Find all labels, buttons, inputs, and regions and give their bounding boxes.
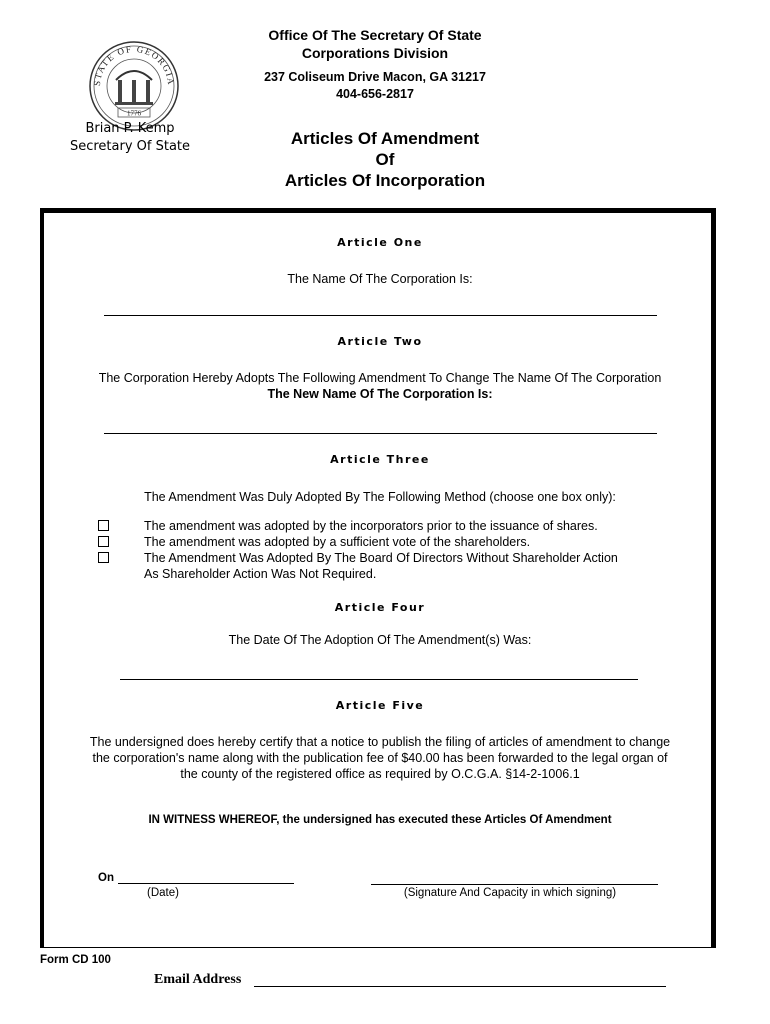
witness-statement: IN WITNESS WHEREOF, the undersigned has executed these Articles Of Amendment	[148, 814, 612, 826]
new-corporation-name-line[interactable]	[104, 433, 657, 434]
adoption-date-line[interactable]	[120, 679, 638, 680]
option-board-label-cont: As Shareholder Action Was Not Required.	[144, 567, 377, 581]
office-title: Office Of The Secretary Of State	[268, 27, 482, 43]
option-board-checkbox[interactable]	[98, 552, 109, 563]
office-header	[200, 26, 550, 62]
article-five-heading: Article Five	[335, 699, 425, 712]
secretary-title: Secretary Of State	[69, 139, 191, 154]
email-address-label: Email Address	[154, 972, 242, 987]
signature-line[interactable]	[371, 884, 658, 885]
article-four-text: The Date Of The Adoption Of The Amendment(s) Was:	[228, 633, 532, 647]
seal-year: 1776	[127, 109, 141, 118]
option-incorporators-checkbox[interactable]	[98, 520, 109, 531]
form-title	[230, 128, 540, 191]
article-one-heading: Article One	[337, 236, 423, 249]
email-address-line[interactable]	[254, 986, 666, 987]
signature-caption: (Signature And Capacity in which signing)	[403, 887, 617, 899]
option-incorporators-label: The amendment was adopted by the incorporators prior to the issuance of shares.	[144, 519, 598, 533]
article-five-line-2: the corporation's name along with the publication fee of $40.00 has been forwarded to the legal organ of	[92, 751, 668, 765]
option-shareholders-checkbox[interactable]	[98, 536, 109, 547]
title-line-3: Articles Of Incorporation	[284, 171, 486, 190]
date-caption: (Date)	[147, 887, 179, 899]
corporation-name-line[interactable]	[104, 315, 657, 316]
article-four-heading: Article Four	[334, 601, 426, 614]
office-phone: 404-656-2817	[336, 87, 414, 101]
article-five-line-3: the county of the registered office as required by O.C.G.A. §14-2-1006.1	[180, 767, 580, 781]
article-two-subtext: The New Name Of The Corporation Is:	[267, 387, 493, 401]
article-three-heading: Article Three	[330, 453, 430, 466]
article-two-heading: Article Two	[337, 335, 423, 348]
title-line-1: Articles Of Amendment	[290, 129, 480, 148]
office-address: 237 Coliseum Drive Macon, GA 31217	[264, 70, 486, 84]
article-two-text: The Corporation Hereby Adopts The Following Amendment To Change The Name Of The Corporation	[98, 371, 662, 385]
svg-text:STATE OF GEORGIA	[92, 44, 176, 86]
division-title: Corporations Division	[301, 45, 449, 61]
form-frame	[40, 208, 716, 948]
office-address-block	[200, 69, 550, 103]
seal-text: STATE OF GEORGIA	[91, 43, 177, 87]
secretary-block	[40, 120, 220, 156]
title-line-2: Of	[375, 150, 395, 169]
date-line[interactable]	[118, 883, 294, 884]
option-shareholders-label: The amendment was adopted by a sufficient vote of the shareholders.	[144, 535, 531, 549]
on-label: On	[98, 872, 114, 884]
georgia-state-seal	[88, 40, 180, 132]
option-board-label: The Amendment Was Adopted By The Board Of Directors Without Shareholder Action	[144, 551, 618, 565]
form-frame-left-edge	[40, 208, 44, 948]
secretary-name: Brian P. Kemp	[85, 121, 175, 136]
form-id: Form CD 100	[40, 954, 111, 966]
article-one-text: The Name Of The Corporation Is:	[287, 272, 473, 286]
article-five-line-1: The undersigned does hereby certify that a notice to publish the filing of articles of amendment to change	[89, 735, 671, 749]
article-three-text: The Amendment Was Duly Adopted By The Following Method (choose one box only):	[144, 490, 616, 504]
